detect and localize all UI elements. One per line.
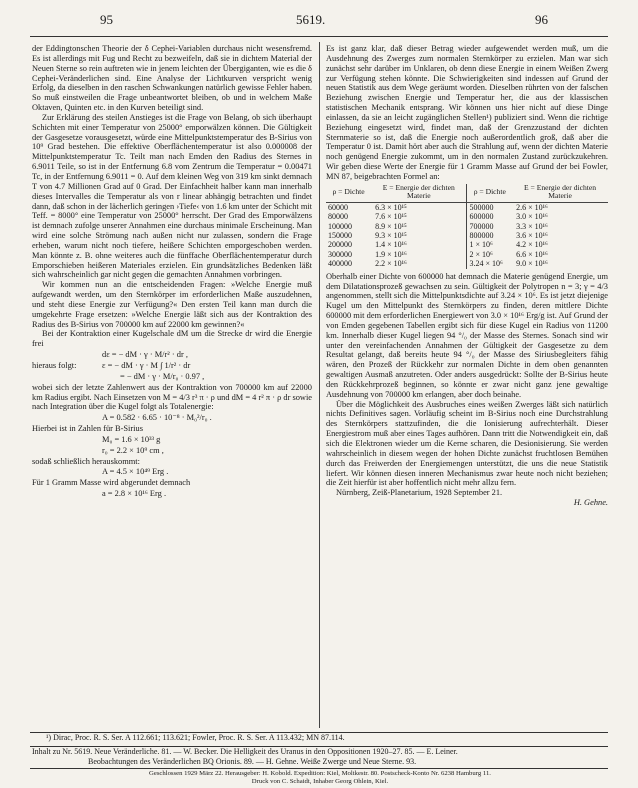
equation-row — [32, 361, 312, 371]
imprint-line: Geschlossen 1929 März 22. Herausgeber: H. Kobold. Expedition: Kiel, Moltkestr. 80. Postscheck-Konto Nr. 6238 Hamburg 11. — [149, 770, 491, 777]
paragraph: Zur Erklärung des steilen Anstieges ist die Frage von Belang, ob sich überhaupt Schichten mit einer Temperatur von 25000° emporwälzen können. Die Gültigkeit der Gasgesetze vorausgesetzt, würde eine Mittelpunktstemperatur des B-Sirius von 10⁹ Grad bestehen. Die effektive Oberflächentemperatur ist also 0.000008 der Mittelpunktstemperatur Tc. Teilt man nach Emden den Radius des Sternes in 6.9011 Teile, so ist in der Entfernung 6.8 vom Zentrum die Temperatur = 0.00471 Tc, in der Entfernung 6.9011 = 0. Auf dem kleinen Weg von 319 km sinkt demnach T von 4.7 Millionen Grad auf 0 Grad. Der Einfachheit halber kann man innerhalb dieses Intervalles die Temperatur als von r linear abhängig betrachten und findet dann, daß schon in der lächerlich geringen ›Tiefe‹ von 1.6 km unter der Schicht mit Teff. = 8000° eine Temperatur von 25000° herrscht. Der Grad des Emporwälzens ist demnach zufolge unserer Annahmen eine durchaus minimale Erscheinung. Man wird eine solche Strömung nach außen nicht nur zulassen, sondern die Frage erheben, warum nicht noch tiefere, heißere Schichten emporgeschoben werden. Man könnte z. B. ohne weiteres auch die fünffache Oberflächentemperatur durch Emporschieben heißeren Materiales erzielen. Ein grundsätzliches Bedenken läßt sich wahrscheinlich gar nicht gegen die gemachten Annahmen vorbringen. — [32, 112, 312, 280]
table-cell: 800000 — [467, 231, 512, 240]
contents-line: Beobachtungen des Veränderlichen BQ Orionis. 89. — H. Gehne. Weiße Zwerge und Neue Sterne. 93. — [88, 757, 417, 766]
table-cell: 2.2 × 10¹⁶ — [375, 259, 407, 269]
column-divider — [319, 42, 320, 728]
table-cell: 3.3 × 10¹⁶ — [516, 221, 548, 231]
table-header-row — [326, 184, 608, 203]
paragraph: Über die Möglichkeit des Ausbruches eines weißen Zwerges läßt sich natürlich nichts Definitives sagen. Vorläufig scheint im B-Sirius noch eine Durchstrahlung des Sternkörpers stattzufinden, die die Ionisierung aufrechterhält. Dieser Energiestrom muß aber eines Tages aufhören. Dann tritt die Notwendigkeit ein, daß sich die Elektronen wieder um die Kerne scharen, die Desionisierung. Sie werden wahrscheinlich in diesem wegen der hohen Dichte zunächst fruchtlosen Bemühen durch das Freiwerden der Energiemengen unterstützt, die uns die neue Statistik liefert. Wir können diesen inneren Mechanismus zwar heute noch nicht beziehen; die Zeit hierfür ist aber hoffentlich nicht mehr allzu fern. — [326, 399, 608, 488]
equation: a = 2.8 × 10¹⁶ Erg . — [102, 489, 167, 499]
table-row — [326, 259, 608, 268]
table-cell: 2 × 10⁶ — [467, 250, 512, 259]
table-row — [326, 202, 608, 212]
table-cell: 400000 — [328, 259, 352, 269]
table-row — [326, 231, 608, 240]
place-date-line: Nürnberg, Zeiß-Planetarium, 1928 September 21. — [336, 488, 503, 498]
table-cell: 1.9 × 10¹⁶ — [375, 249, 407, 259]
table-cell: 9.0 × 10¹⁶ — [516, 259, 548, 269]
table-header-cell: ρ = Dichte — [467, 184, 512, 203]
paragraph: sodaß schließlich herauskommt: — [32, 456, 140, 466]
author-signature: H. Gehne. — [573, 498, 608, 508]
table-cell: 500000 — [467, 202, 512, 212]
paragraph: Wir kommen nun an die entscheidenden Fragen: »Welche Energie muß aufgewandt werden, um den Sternkörper im erforderlichen Maße auszudehnen, und steht diese Energie zur Verfügung?« Den ersten Teil kann man durch die umgekehrte Frage ersetzen: »Welche Energie läßt sich aus der Kontraktion des Radius des B-Sirius von 700000 km auf 22000 km gewinnen?« — [32, 280, 312, 329]
left-column — [32, 44, 312, 500]
energy-table — [326, 184, 608, 269]
table-cell: 8.9 × 10¹⁵ — [375, 221, 407, 231]
page-number-right: 96 — [535, 12, 548, 27]
equation: dε = − dM · γ · M/r² · dr , — [102, 350, 188, 360]
right-column — [326, 44, 608, 508]
table-cell: 1.4 × 10¹⁶ — [375, 240, 407, 250]
table-cell: 9.3 × 10¹⁵ — [375, 231, 407, 241]
paragraph: wobei sich der letzte Zahlenwert aus der Kontraktion von 700000 km auf 22000 km Radius ergibt. Nach Einsetzen von M = 4/3 r³ π · ρ und dM = 4 r² π · ρ dr sowie nach Integration über die Kugel folgt als Totalenergie: — [32, 382, 312, 412]
table-cell: 4.2 × 10¹⁶ — [516, 240, 548, 250]
table-cell: 600000 — [467, 212, 512, 221]
table-cell: 700000 — [467, 222, 512, 231]
table-cell: 150000 — [328, 231, 352, 241]
table-row — [326, 222, 608, 231]
table-cell: 7.6 × 10¹⁵ — [375, 212, 407, 222]
paragraph: Oberhalb einer Dichte von 600000 hat demnach die Materie genügend Energie, um dem Dilatationsprozeß gewachsen zu sein. Gültigkeit der Polytropen n = 3; γ = 4/3 angenommen, stellt sich die Mittelpunktsdichte auf 3.24 × 10⁶. Es ist jetzt diejenige Kugel um den Mittelpunkt des Sternkörpers zu finden, deren mittlere Dichte 600000 mit dem erforderlichen Energiewert von 3.0 × 10¹⁶ Erg/g ist. Auf Grund der von Emden gegebenen Tabellen ergibt sich für diese Kugel ein Radius von 11200 km. Innerhalb dieser Kugel liegen 94 °/₀ der Masse des Sternes. Sonach sind wir unter den vereinfachenden Annahmen der Gültigkeit der Gasgesetze zu dem Resultat gelangt, daß bereits heute 94 °/₀ der Masse des Siriusbegleiters fähig wären, den Prozeß der Rückkehr zur normalen Dichte in dem oben genannten gewaltigen Ausmaß anzutreten. Oder anders ausgedrückt: Sollte der B-Sirius heute den Rückkehrprozeß beginnen, so könnte er zwar nicht ganz jene gewaltige Ausdehnung von 700000 km erlangen, aber doch beinahe. — [326, 271, 608, 399]
contents-line: Inhalt zu Nr. 5619. Neue Veränderliche. 81. — W. Becker. Die Helligkeit des Uranus in den Oppositionen 1920–27. 85. — E. Leiner. — [32, 747, 458, 756]
equation: M₀ = 1.6 × 10³³ g — [102, 434, 161, 444]
equation: A = 0.582 · 6.65 · 10⁻⁸ · M₀²/r₀ . — [102, 413, 212, 423]
equation: A = 4.5 × 10⁴⁹ Erg . — [102, 467, 169, 477]
page-number-left: 95 — [100, 12, 113, 27]
table-cell: 60000 — [328, 202, 348, 212]
table-cell: 1 × 10⁶ — [467, 240, 512, 249]
table-cell: 300000 — [328, 249, 352, 259]
paragraph: Es ist ganz klar, daß dieser Betrag wieder aufgewendet werden muß, um die Ausdehnung des Zwerges zum normalen Sternkörper zu erzielen. Man war sich zunächst sehr darüber im Unklaren, ob denn diese Energie in einem Weißen Zwerg zur Verfügung stehen könnte. Die Schwierigkeiten sind indessen auf Grund der neuen Statistik aus dem Wege geräumt worden. Dieselben rührten von der falschen Beziehung zwischen Energie und Temperatur her, die aus der klassischen statistischen Mechanik entsprang. Wir können uns hier nicht auf diese Dinge einlassen, da sie an leicht zugänglichen Stellen¹) publiziert sind. Wenn die richtige Beziehung eingesetzt wird, findet man, daß der Grenzzustand der dichten Sternmaterie so ist, daß die Energie noch außerordentlich groß, daß aber die Temperatur 0 ist. Damit hört aber auch die Strahlung auf, wenn der dichten Materie noch genügend Energie zukommt, um in den normalen Zustand zurückzukehren. Wir geben diese Werte der Energie für 1 Gramm Masse auf Grund der bei Fowler, MN 87, beigebrachten Formel an: — [326, 44, 608, 181]
table-of-contents — [32, 747, 608, 767]
issue-number: 5619. — [296, 12, 326, 27]
table-cell: 6.6 × 10¹⁶ — [516, 249, 548, 259]
table-row — [326, 250, 608, 259]
table-row — [326, 240, 608, 249]
equation: ε = − dM · γ · M ∫ 1/r² · dr — [102, 361, 191, 370]
footnote-text: ¹) Dirac, Proc. R. S. Ser. A 112.661; 113.621; Fowler, Proc. R. S. Ser. A 113.432; MN 87.114. — [46, 733, 345, 742]
equation: = − dM · γ · M/r₀ · 0.97 , — [120, 371, 205, 381]
imprint-rule — [30, 768, 608, 769]
table-cell: 3.24 × 10⁶ — [467, 259, 512, 268]
imprint-line: Druck von C. Schaidt, Inhaber Georg Ohlein, Kiel. — [251, 778, 389, 785]
table-cell: 3.0 × 10¹⁶ — [516, 212, 548, 222]
table-row — [326, 212, 608, 221]
page-header — [0, 12, 638, 30]
equation-label: hieraus folgt: — [32, 361, 77, 370]
paragraph: Hierbei ist in Zahlen für B-Sirius — [32, 424, 143, 434]
paragraph: Für 1 Gramm Masse wird abgerundet demnach — [32, 478, 191, 488]
table-header-cell: E = Energie der dichten Materie — [371, 184, 467, 203]
table-cell: 100000 — [328, 221, 352, 231]
equation: r₀ = 2.2 × 10⁹ cm , — [102, 445, 164, 455]
table-cell: 2.6 × 10¹⁶ — [516, 202, 548, 212]
table-body — [326, 202, 608, 268]
table-cell: 80000 — [328, 212, 348, 222]
paragraph: Bei der Kontraktion einer Kugelschale dM um die Strecke dr wird die Energie frei — [32, 329, 312, 349]
paragraph: der Eddingtonschen Theorie der δ Cephei-Variablen durchaus nicht wesensfremd. Es ist allerdings mit Fug und Recht zu bezweifeln, daß sie in dichtem Material der Neuen Sterne so rein auftreten wie in jenem leichten der Übergiganten, wie es die δ Cephei-Veränderlichen sind. Eine Analyse der Lichtkurven verspricht wenig Erfolg, da dieselben in den raschen Schwankungen natürlich gewisse Fehler haben. So muß einstweilen die Frage unbeantwortet bleiben, ob und in welchem Maße Oktaven, Quinten etc. in den Kurven beteiligt sind. — [32, 44, 312, 113]
table-cell: 6.3 × 10¹⁵ — [375, 202, 407, 212]
imprint — [32, 770, 608, 786]
header-rule — [30, 36, 608, 37]
table-header-cell: ρ = Dichte — [326, 184, 371, 203]
table-cell: 200000 — [328, 240, 352, 250]
table-header-cell: E = Energie der dichten Materie — [512, 184, 608, 203]
table-cell: 3.6 × 10¹⁶ — [516, 231, 548, 241]
footnote — [32, 733, 608, 743]
